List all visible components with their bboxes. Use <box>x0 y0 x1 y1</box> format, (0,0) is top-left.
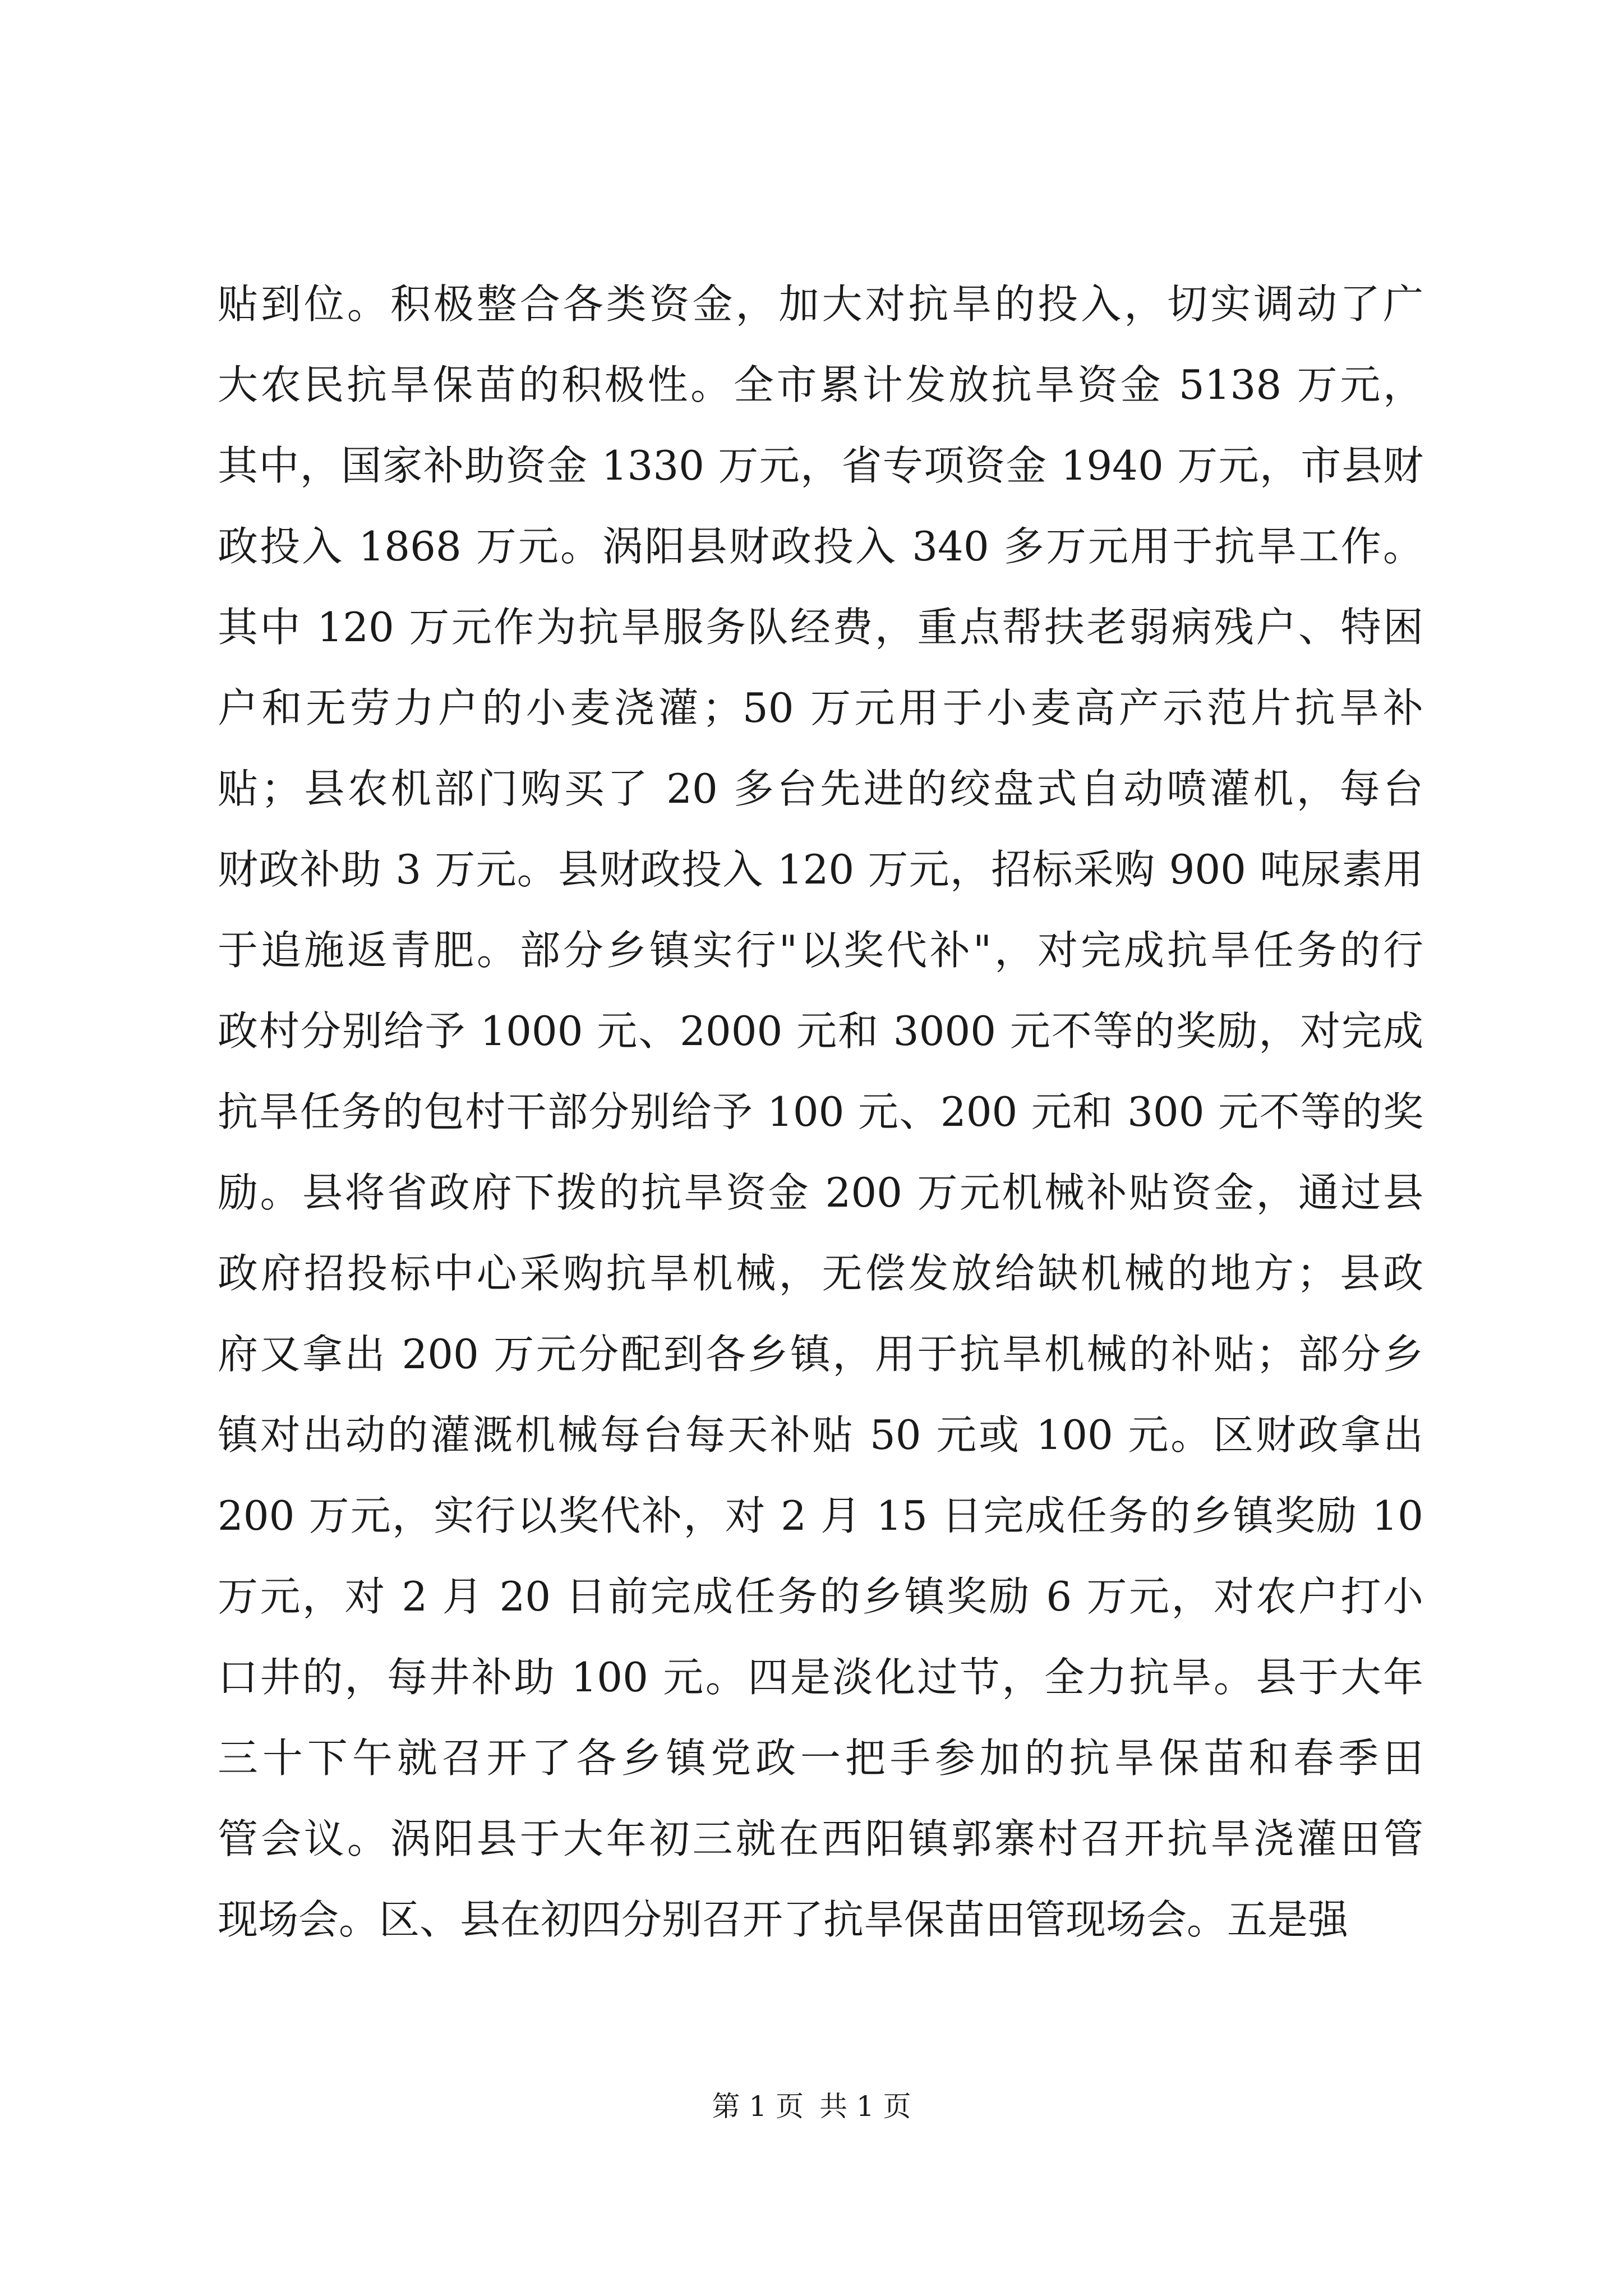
text-line: 大农民抗旱保苗的积极性。全市累计发放抗旱资金 5138 万元， <box>218 361 1423 408</box>
text-line: 其中 120 万元作为抗旱服务队经费，重点帮扶老弱病残户、特困 <box>218 604 1423 651</box>
text-line: 励。县将省政府下拨的抗旱资金 200 万元机械补贴资金，通过县 <box>218 1169 1423 1216</box>
text-line: 管会议。涡阳县于大年初三就在西阳镇郭寨村召开抗旱浇灌田管 <box>218 1815 1423 1862</box>
text-line: 200 万元，实行以奖代补，对 2 月 15 日完成任务的乡镇奖励 10 <box>218 1492 1423 1539</box>
text-line: 政投入 1868 万元。涡阳县财政投入 340 多万元用于抗旱工作。 <box>218 523 1423 570</box>
text-line: 其中，国家补助资金 1330 万元，省专项资金 1940 万元，市县财 <box>218 442 1423 489</box>
text-line: 口井的，每井补助 100 元。四是淡化过节，全力抗旱。县于大年 <box>218 1654 1423 1701</box>
text-line: 财政补助 3 万元。县财政投入 120 万元，招标采购 900 吨尿素用 <box>218 846 1423 893</box>
text-line: 镇对出动的灌溉机械每台每天补贴 50 元或 100 元。区财政拿出 <box>218 1411 1423 1458</box>
body-text <box>218 264 1423 1960</box>
text-line: 三十下午就召开了各乡镇党政一把手参加的抗旱保苗和春季田 <box>218 1734 1423 1782</box>
text-line: 政村分别给予 1000 元、2000 元和 3000 元不等的奖励，对完成 <box>218 1007 1423 1055</box>
page-total: 共 1 页 <box>819 2090 911 2123</box>
text-line: 府又拿出 200 万元分配到各乡镇，用于抗旱机械的补贴；部分乡 <box>218 1331 1423 1378</box>
text-line: 户和无劳力户的小麦浇灌；50 万元用于小麦高产示范片抗旱补 <box>218 684 1423 731</box>
text-line: 于追施返青肥。部分乡镇实行"以奖代补"，对完成抗旱任务的行 <box>218 927 1423 974</box>
text-line: 现场会。区、县在初四分别召开了抗旱保苗田管现场会。五是强 <box>218 1896 1349 1943</box>
text-line: 政府招投标中心采购抗旱机械，无偿发放给缺机械的地方；县政 <box>218 1250 1423 1297</box>
text-line: 抗旱任务的包村干部分别给予 100 元、200 元和 300 元不等的奖 <box>218 1088 1423 1135</box>
text-line: 贴到位。积极整合各类资金，加大对抗旱的投入，切实调动了广 <box>218 280 1423 328</box>
text-line: 万元，对 2 月 20 日前完成任务的乡镇奖励 6 万元，对农户打小 <box>218 1573 1423 1620</box>
page-number: 第 1 页 <box>712 2090 804 2123</box>
text-line: 贴；县农机部门购买了 20 多台先进的绞盘式自动喷灌机，每台 <box>218 765 1423 812</box>
page-footer <box>0 2087 1623 2126</box>
